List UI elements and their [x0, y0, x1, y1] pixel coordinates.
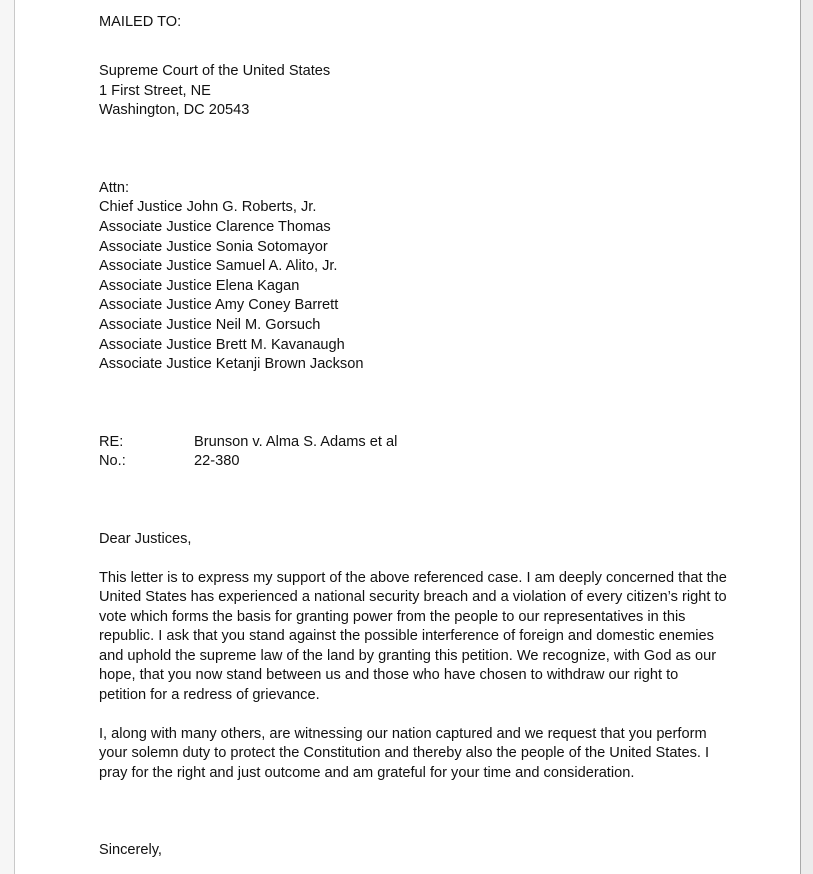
paragraph-line: This letter is to express my support of the above referenced case. I am deeply concerned that the	[99, 569, 727, 586]
address-line: Supreme Court of the United States	[99, 63, 331, 79]
left-margin-strip	[0, 0, 15, 874]
paragraph-line: United States has experienced a national security breach and a violation of every citizen’s right to	[99, 589, 727, 606]
justice-name: Associate Justice Ketanji Brown Jackson	[99, 356, 364, 373]
address-line: 1 First Street, NE	[99, 82, 211, 99]
re-row	[99, 433, 739, 453]
paragraph-line: hope, that you now stand between us and those who have chosen to withdraw our right to	[99, 667, 679, 684]
body-paragraph-1	[99, 569, 739, 706]
case-number-label: No.:	[99, 453, 126, 470]
paragraph-line: pray for the right and just outcome and am grateful for your time and consideration.	[99, 764, 635, 781]
paragraph-line: and uphold the supreme law of the land by granting this petition. We recognize, with God as our	[99, 647, 717, 664]
justice-name: Chief Justice John G. Roberts, Jr.	[99, 199, 317, 216]
address-line: Washington, DC 20543	[99, 102, 250, 119]
case-number-row	[99, 452, 739, 472]
salutation: Dear Justices,	[99, 530, 192, 547]
paragraph-line: vote which forms the basis for granting power from the people to our representatives in this	[99, 608, 686, 625]
case-reference	[99, 433, 739, 472]
justice-name: Associate Justice Elena Kagan	[99, 277, 300, 294]
justice-name: Associate Justice Amy Coney Barrett	[99, 297, 339, 314]
recipient-address	[99, 62, 739, 121]
vertical-scrollbar[interactable]	[800, 0, 813, 874]
re-label: RE:	[99, 433, 124, 450]
case-number: 22-380	[194, 453, 240, 470]
attention-block	[99, 179, 739, 375]
justice-name: Associate Justice Brett M. Kavanaugh	[99, 336, 345, 353]
closing: Sincerely,	[99, 842, 162, 859]
mailed-to-heading: MAILED TO:	[99, 14, 182, 30]
body-paragraph-2	[99, 725, 739, 784]
paragraph-line: your solemn duty to protect the Constitution and thereby also the people of the United States. I	[99, 745, 710, 762]
document-page	[15, 0, 801, 874]
justice-name: Associate Justice Sonia Sotomayor	[99, 238, 328, 255]
case-name: Brunson v. Alma S. Adams et al	[194, 433, 398, 450]
letter-body	[99, 13, 739, 861]
justice-name: Associate Justice Samuel A. Alito, Jr.	[99, 258, 338, 275]
paragraph-line: republic. I ask that you stand against the possible interference of foreign and domestic enemies	[99, 628, 714, 645]
justice-name: Associate Justice Clarence Thomas	[99, 218, 331, 235]
justice-name: Associate Justice Neil M. Gorsuch	[99, 316, 321, 333]
paragraph-line: I, along with many others, are witnessing our nation captured and we request that you perform	[99, 725, 707, 742]
paragraph-line: petition for a redress of grievance.	[99, 687, 320, 704]
attn-label: Attn:	[99, 179, 130, 196]
